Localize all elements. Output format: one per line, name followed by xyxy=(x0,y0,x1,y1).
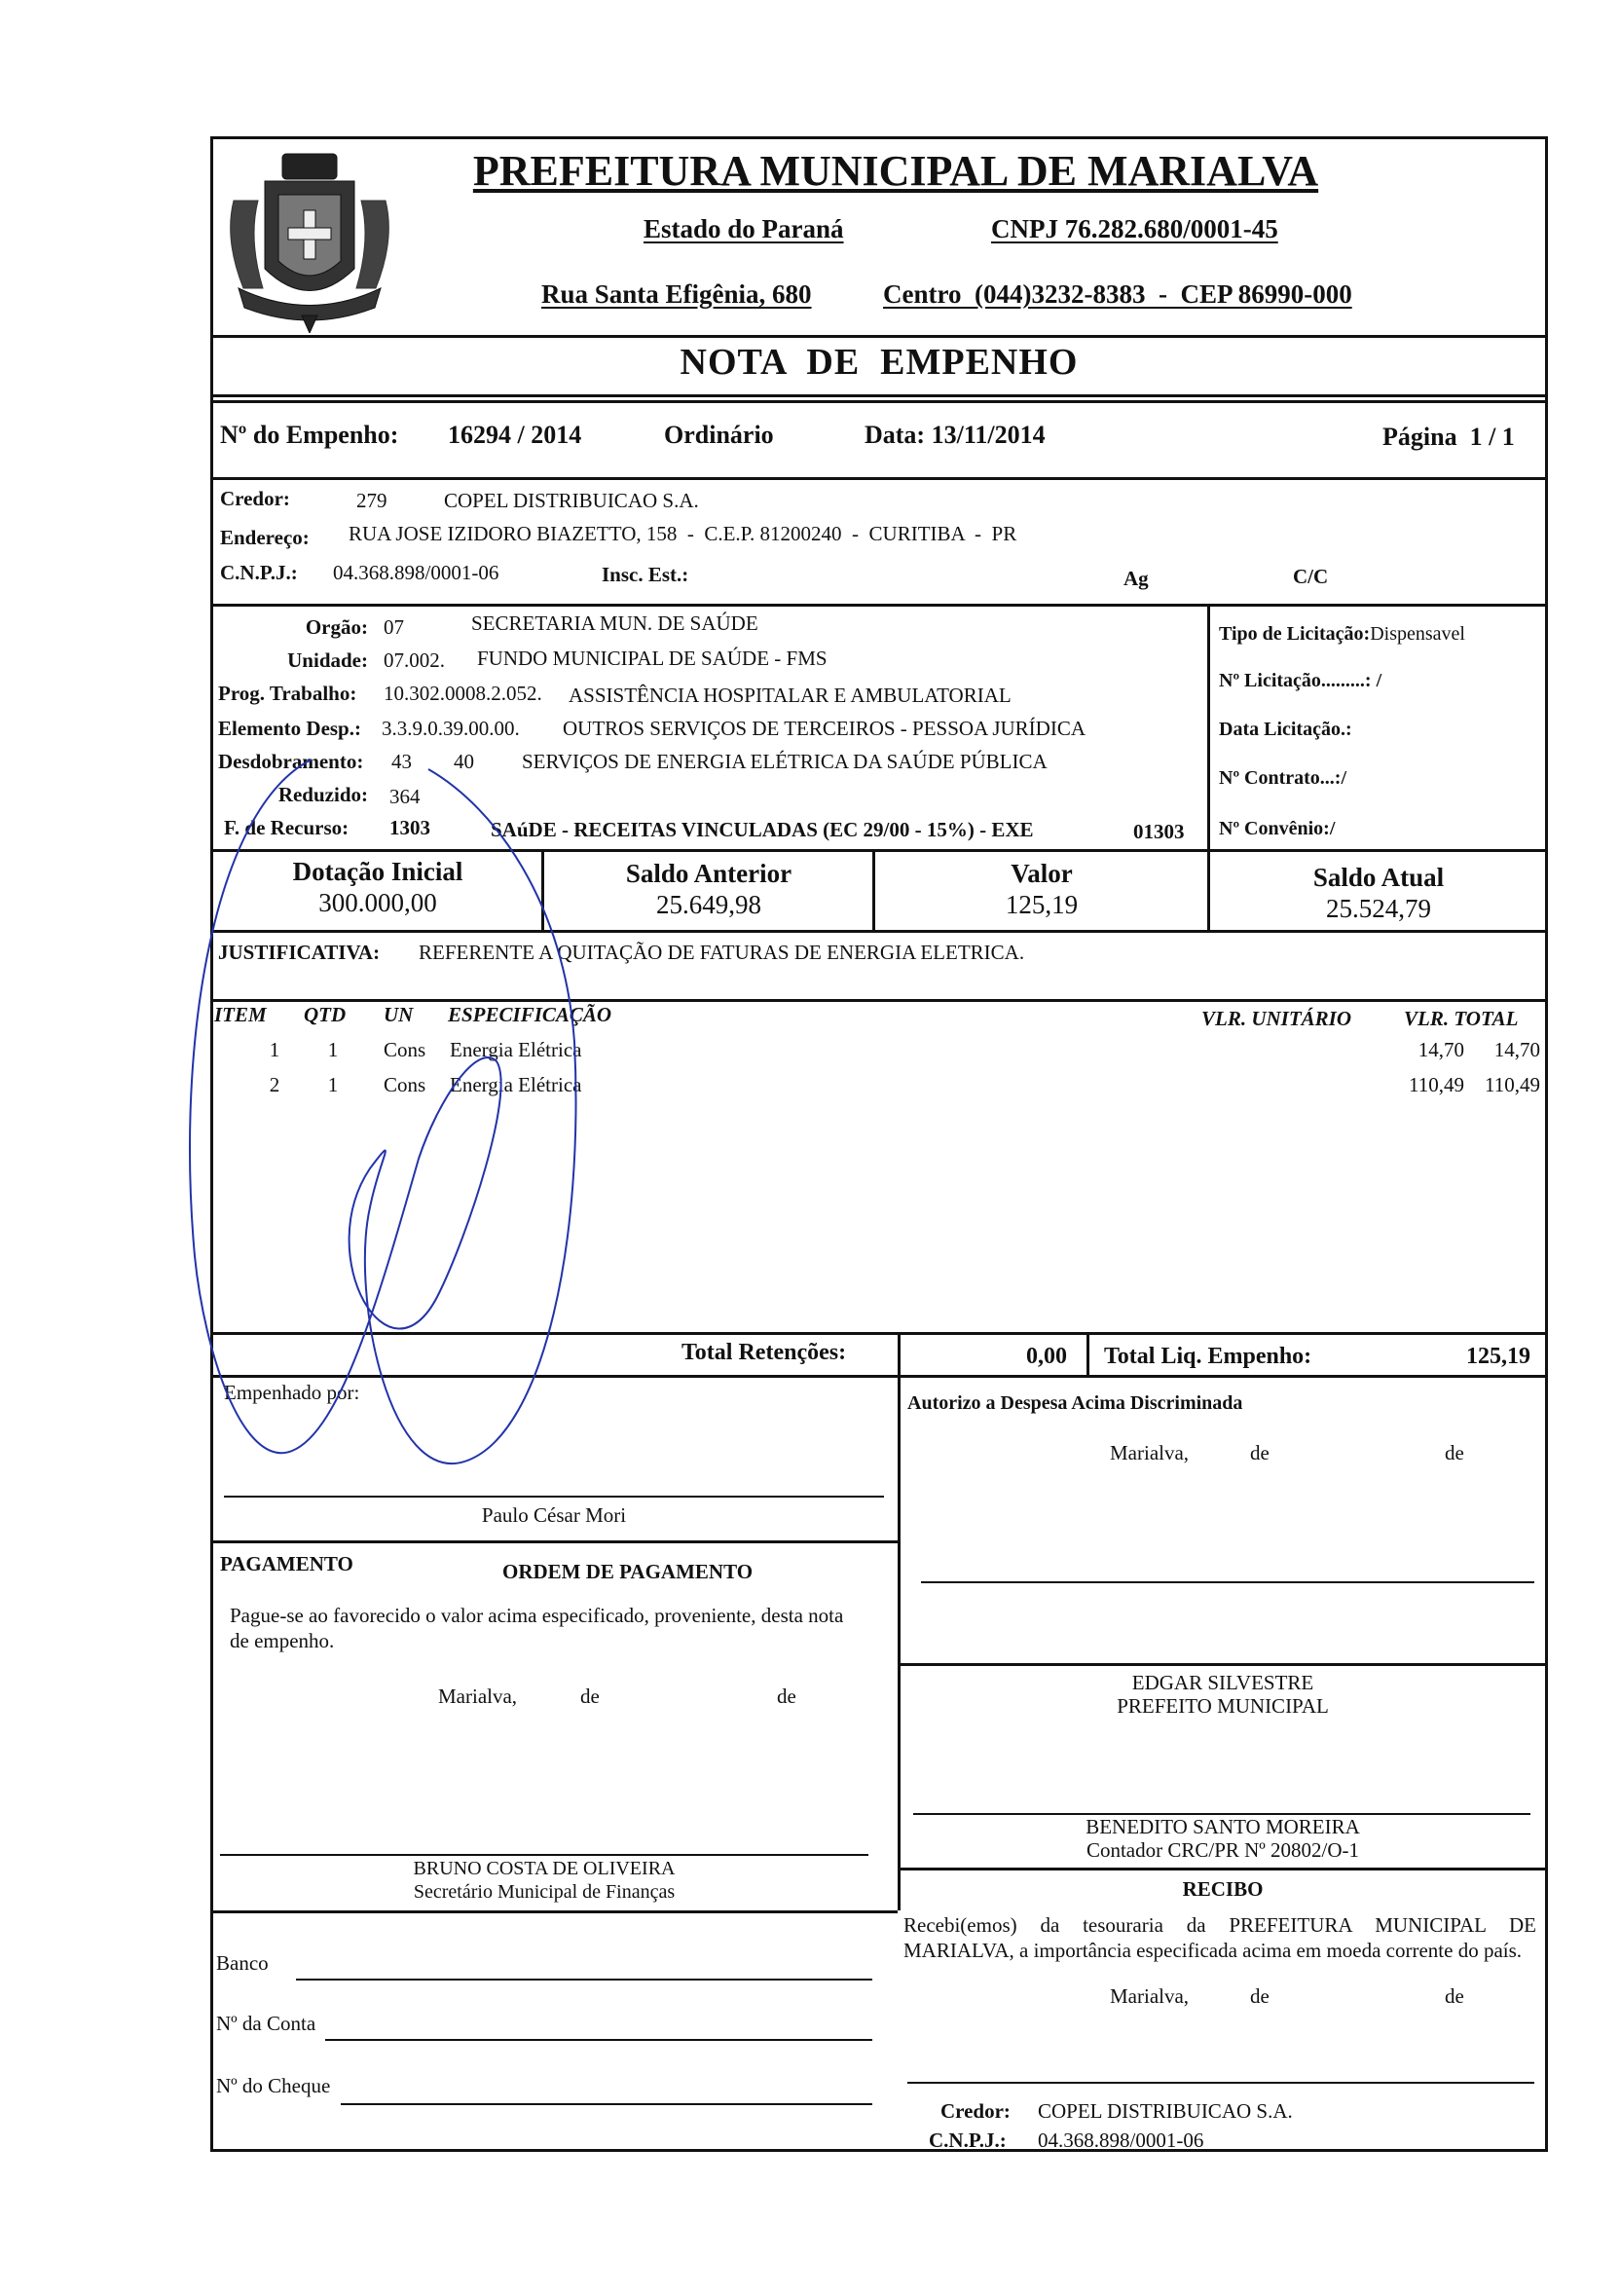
header-street: Rua Santa Efigênia, 680 xyxy=(541,279,812,309)
banco-label: Banco xyxy=(216,1951,269,1975)
agency-label: Ag xyxy=(1123,567,1149,590)
row-item: 1 xyxy=(269,1038,280,1061)
desdobramento-a: 43 xyxy=(391,750,412,773)
orgao-name: SECRETARIA MUN. DE SAÚDE xyxy=(471,611,758,635)
total-liquido-label: Total Liq. Empenho: xyxy=(1104,1344,1312,1369)
recibo-title: RECIBO xyxy=(1182,1877,1264,1901)
desdobramento-name: SERVIÇOS DE ENERGIA ELÉTRICA DA SAÚDE PÚBLICA xyxy=(522,750,1048,773)
autorizo-label: Autorizo a Despesa Acima Discriminada xyxy=(907,1392,1243,1414)
fonte-recurso-name: SAúDE - RECEITAS VINCULADAS (EC 29/00 - 15%) - EXE xyxy=(491,818,1034,841)
credor-cnpj-label: C.N.P.J.: xyxy=(220,561,298,584)
fonte-recurso-label: F. de Recurso: xyxy=(224,816,350,839)
unidade-code: 07.002. xyxy=(384,648,445,672)
municipal-coat-of-arms xyxy=(214,142,405,333)
table-row xyxy=(210,1038,1548,1071)
total-retencoes-value: 0,00 xyxy=(1026,1344,1067,1369)
total-retencoes-label: Total Retenções: xyxy=(681,1340,847,1365)
empenho-type: Ordinário xyxy=(664,421,774,449)
ordem-pagamento-label: ORDEM DE PAGAMENTO xyxy=(502,1560,754,1583)
pagamento-label: PAGAMENTO xyxy=(220,1552,353,1575)
col-item: ITEM xyxy=(214,1003,267,1026)
licitacao-number: Nº Licitação.........: / xyxy=(1219,670,1382,691)
empenhado-por-name: Paulo César Mori xyxy=(481,1503,627,1527)
licitacao-date: Data Licitação.: xyxy=(1219,719,1352,740)
empenho-number: 16294 / 2014 xyxy=(448,421,582,449)
conta-label: Nº da Conta xyxy=(216,2012,316,2035)
recibo-de-2: de xyxy=(1445,1984,1464,2008)
saldo-atual-label: Saldo Atual xyxy=(1312,863,1445,892)
row-especificacao: Energia Elétrica xyxy=(450,1038,582,1061)
reduzido-value: 364 xyxy=(389,785,421,808)
empenhado-por-label: Empenhado por: xyxy=(224,1381,360,1404)
desdobramento-label: Desdobramento: xyxy=(218,750,364,773)
unidade-label: Unidade: xyxy=(287,648,368,672)
pagamento-de-2: de xyxy=(777,1685,796,1708)
pagamento-marialva: Marialva, xyxy=(438,1685,518,1708)
empenho-number-label: Nº do Empenho: xyxy=(220,421,399,449)
credor-label: Credor: xyxy=(220,487,290,510)
row-especificacao: Energia Elétrica xyxy=(450,1073,582,1096)
pagamento-text: Pague-se ao favorecido o valor acima especificado, proveniente, desta nota de empenho. xyxy=(230,1604,844,1652)
autorizo-de-2: de xyxy=(1445,1441,1464,1464)
row-vlr-unitario: 110,49 xyxy=(1409,1073,1464,1096)
row-vlr-total: 110,49 xyxy=(1485,1073,1540,1096)
justificativa-label: JUSTIFICATIVA: xyxy=(218,941,381,964)
saldo-anterior-value: 25.649,98 xyxy=(656,890,761,919)
prog-trabalho-code: 10.302.0008.2.052. xyxy=(384,682,542,705)
recibo-de-1: de xyxy=(1250,1984,1270,2008)
reduzido-label: Reduzido: xyxy=(277,783,368,806)
recibo-credor-name: COPEL DISTRIBUICAO S.A. xyxy=(1038,2099,1293,2123)
contador-role: Contador CRC/PR Nº 20802/O-1 xyxy=(1086,1838,1360,1862)
desdobramento-b: 40 xyxy=(454,750,474,773)
account-label: C/C xyxy=(1293,565,1329,588)
secretario-name: BRUNO COSTA DE OLIVEIRA xyxy=(413,1858,676,1879)
fonte-recurso-code2: 01303 xyxy=(1133,820,1185,843)
elemento-code: 3.3.9.0.39.00.00. xyxy=(382,717,520,740)
secretario-role: Secretário Municipal de Finanças xyxy=(413,1881,676,1903)
orgao-code: 07 xyxy=(384,615,404,639)
endereco-label: Endereço: xyxy=(220,526,310,549)
document-title: NOTA DE EMPENHO xyxy=(680,342,1079,383)
saldo-anterior-label: Saldo Anterior xyxy=(625,859,792,888)
row-item: 2 xyxy=(269,1073,280,1096)
table-row xyxy=(210,1073,1548,1106)
recibo-cnpj-label: C.N.P.J.: xyxy=(929,2129,1007,2152)
header-address: Centro (044)3232-8383 - CEP 86990-000 xyxy=(883,279,1352,309)
row-un: Cons xyxy=(384,1038,426,1061)
pagamento-de-1: de xyxy=(580,1685,600,1708)
header-state: Estado do Paraná xyxy=(644,214,844,243)
row-qtd: 1 xyxy=(327,1038,339,1061)
insc-est-label: Insc. Est.: xyxy=(602,563,689,586)
orgao-label: Orgão: xyxy=(305,615,368,639)
elemento-label: Elemento Desp.: xyxy=(218,717,361,740)
credor-code: 279 xyxy=(356,489,387,512)
dotacao-inicial-label: Dotação Inicial xyxy=(292,857,463,886)
prog-trabalho-label: Prog. Trabalho: xyxy=(218,682,357,705)
total-liquido-value: 125,19 xyxy=(1466,1344,1530,1369)
recibo-marialva: Marialva, xyxy=(1110,1984,1190,2008)
credor-cnpj: 04.368.898/0001-06 xyxy=(333,561,499,584)
elemento-name: OUTROS SERVIÇOS DE TERCEIROS - PESSOA JURÍDICA xyxy=(563,717,1086,740)
licitacao-type-value: Dispensavel xyxy=(1370,623,1465,645)
autorizo-de-1: de xyxy=(1250,1441,1270,1464)
justificativa-text: REFERENTE A QUITAÇÃO DE FATURAS DE ENERGIA ELETRICA. xyxy=(419,941,1025,964)
dotacao-inicial-value: 300.000,00 xyxy=(318,888,437,917)
prefeito-name: EDGAR SILVESTRE xyxy=(1131,1671,1314,1694)
recibo-credor-label: Credor: xyxy=(940,2099,1011,2123)
col-vlr-unitario: VLR. UNITÁRIO xyxy=(1201,1007,1352,1030)
recibo-cnpj: 04.368.898/0001-06 xyxy=(1038,2129,1204,2152)
recibo-text: Recebi(emos) da tesouraria da PREFEITURA MUNICIPAL DE MARIALVA, a importância especificada acima em moeda corrente do país. xyxy=(903,1913,1536,1962)
prefeito-role: PREFEITO MUNICIPAL xyxy=(1117,1694,1329,1718)
credor-name: COPEL DISTRIBUICAO S.A. xyxy=(444,489,699,512)
col-vlr-total: VLR. TOTAL xyxy=(1404,1007,1519,1030)
saldo-atual-value: 25.524,79 xyxy=(1326,894,1431,923)
contador-name: BENEDITO SANTO MOREIRA xyxy=(1086,1815,1360,1838)
empenho-date: Data: 13/11/2014 xyxy=(865,421,1046,449)
convenio-number: Nº Convênio:/ xyxy=(1219,818,1336,839)
col-qtd: QTD xyxy=(304,1003,347,1026)
row-vlr-total: 14,70 xyxy=(1493,1038,1540,1061)
credor-address: RUA JOSE IZIDORO BIAZETTO, 158 - C.E.P. 81200240 - CURITIBA - PR xyxy=(349,522,1017,545)
contrato-number: Nº Contrato...:/ xyxy=(1219,767,1347,789)
header-cnpj: CNPJ 76.282.680/0001-45 xyxy=(991,214,1278,243)
header-title: PREFEITURA MUNICIPAL DE MARIALVA xyxy=(472,147,1319,195)
unidade-name: FUNDO MUNICIPAL DE SAÚDE - FMS xyxy=(477,647,828,670)
autorizo-marialva: Marialva, xyxy=(1110,1441,1190,1464)
cheque-label: Nº do Cheque xyxy=(216,2074,331,2097)
col-especificacao: ESPECIFICAÇÃO xyxy=(448,1003,612,1026)
licitacao-type-text: Tipo de Licitação: xyxy=(1219,623,1371,645)
valor-label: Valor xyxy=(1011,859,1073,888)
col-un: UN xyxy=(384,1003,414,1026)
page-number: Página 1 / 1 xyxy=(1382,423,1515,451)
row-vlr-unitario: 14,70 xyxy=(1418,1038,1464,1061)
licitacao-type-label xyxy=(1219,623,1465,646)
row-qtd: 1 xyxy=(327,1073,339,1096)
prog-trabalho-name: ASSISTÊNCIA HOSPITALAR E AMBULATORIAL xyxy=(569,684,1012,707)
valor-value: 125,19 xyxy=(1005,890,1079,919)
row-un: Cons xyxy=(384,1073,426,1096)
fonte-recurso-code: 1303 xyxy=(389,816,430,839)
